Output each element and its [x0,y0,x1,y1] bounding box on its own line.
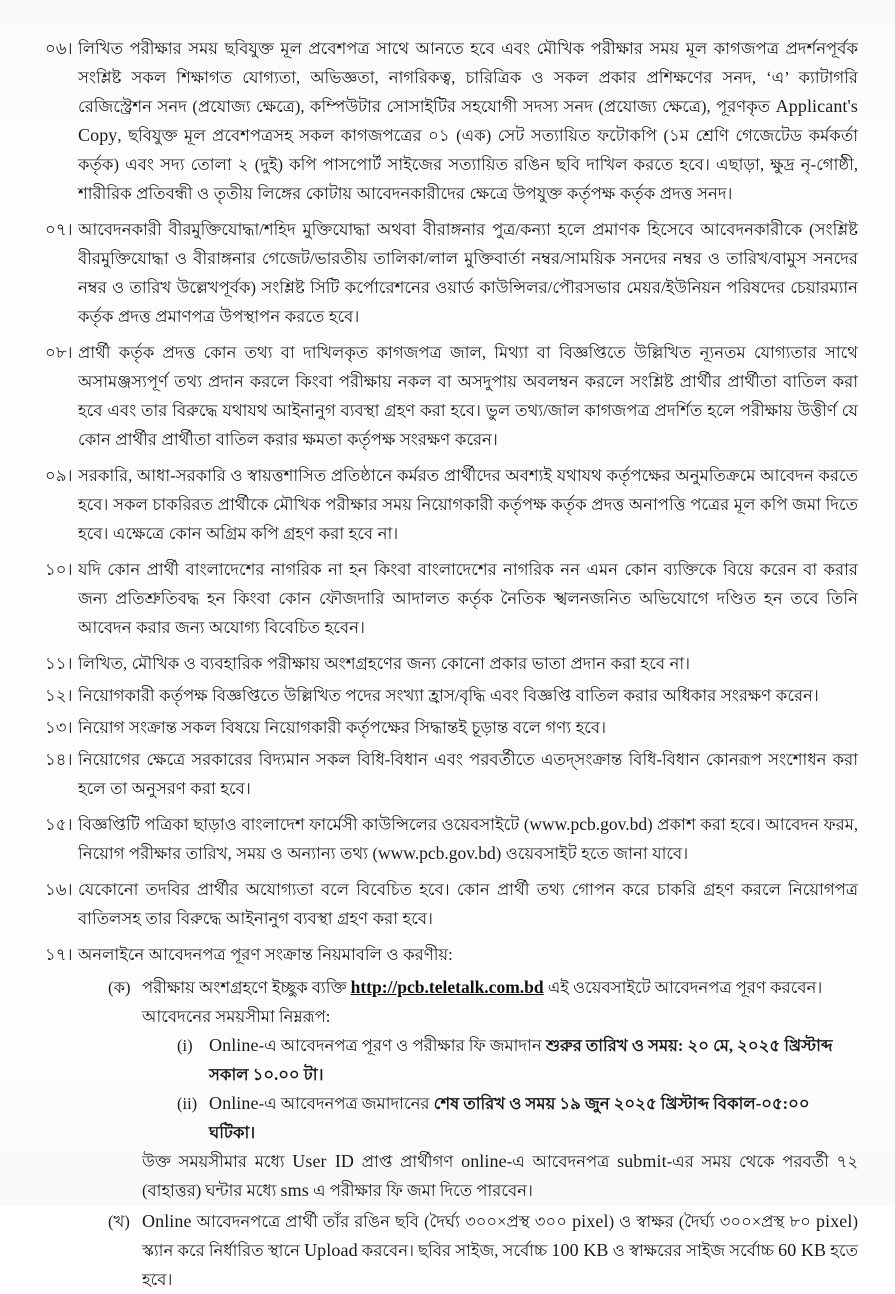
clause-body [78,34,858,208]
online-latin-ii: Online [209,1093,259,1113]
photo-signature-upload-rules [142,1207,858,1294]
deadline-end-prefix: -এ আবেদনপত্র জমাদানের [258,1094,434,1113]
application-start-datetime: শুরুর তারিখ ও সময়: ২০ মে, ২০২৫ খ্রিস্টাব্দ সকাল ১০.০০ টা। [209,1036,833,1084]
clause-body: নিয়োগ সংক্রান্ত সকল বিষয়ে নিয়োগকারী কর্তৃপক্ষের সিদ্ধান্তই চূড়ান্ত বলে গণ্য হবে। [78,718,607,737]
sms-note-part-1: উক্ত সময়সীমার মধ্যে [142,1152,293,1171]
applicant-copy-latin: Applicant's Copy [78,96,858,145]
clause-body: সরকারি, আধা-সরকারি ও স্বায়ত্তশাসিত প্রতিষ্ঠানে কর্মরত প্রার্থীদের অবশ্যই যথাযথ কর্তৃপক্ষের অনুমতিক্রমে আবেদন করতে হবে। সকল চাকরিরত প্রার্থীকে মৌখিক পরীক্ষার সময় নিয়োগকারী কর্তৃপক্ষ কর্তৃক প্রদত্ত অনাপত্তি পত্রের মূল কপি জমা দিতে হবে। এক্ষেত্রে কোন অগ্রিম কপি গ্রহণ করা হবে না। [78,466,858,543]
sms-latin: sms [280,1180,309,1200]
application-end-datetime: শেষ তারিখ ও সময় ১৯ জুন ২০২৫ খ্রিস্টাব্দ বিকাল-০৫:০০ ঘটিকা। [209,1094,810,1142]
upload-text-6: হতে হবে। [142,1241,858,1289]
sms-note-part-2: প্রাপ্ত প্রার্থীগণ [354,1152,462,1171]
signature-max-size: 60 KB [778,1240,827,1260]
upload-text-5: ও স্বাক্ষরের সাইজ সর্বোচ্চ [608,1241,779,1260]
teletalk-application-url[interactable]: http://pcb.teletalk.com.bd [350,977,544,997]
deadline-item-ii [177,1089,858,1147]
clause-body: নিয়োগকারী কর্তৃপক্ষ বিজ্ঞপ্তিতে উল্লিখিত পদের সংখ্যা হ্রাস/বৃদ্ধি এবং বিজ্ঞপ্তি বাতিল করার অধিকার সংরক্ষণ করেন। [78,686,819,705]
upload-text-3: ) স্ক্যান করে নির্ধারিত স্থানে [142,1212,858,1260]
clause-number: ১৬। [45,880,73,899]
deadline-roman-list [142,1031,858,1147]
clause-body: অনলাইনে আবেদনপত্র পূরণ সংক্রান্ত নিয়মাবলি ও করণীয়: [78,945,453,964]
deadline-start-prefix: -এ আবেদনপত্র পূরণ ও পরীক্ষার ফি জমাদান [258,1036,546,1055]
clause-text-part-1: লিখিত পরীক্ষার সময় ছবিযুক্ত মূল প্রবেশপত্র সাথে আনতে হবে এবং মৌখিক পরীক্ষার সময় মূল কাগজপত্র প্রদর্শনপূর্বক সংশ্লিষ্ট সকল শিক্ষাগত যোগ্যতা, অভিজ্ঞতা, নাগরিকত্ব, চারিত্রিক ও সকল প্রকার প্রশিক্ষণের সনদ, ‘এ’ ক্যাটাগরি রেজিস্ট্রেশন সনদ (প্রযোজ্য ক্ষেত্রে), কম্পিউটার সোসাইটির সহযোগী সদস্য সনদ (প্রযোজ্য ক্ষেত্রে), পূরণকৃত [78,39,858,116]
deadline-item-i [177,1031,858,1089]
clause-15-text-part-1: বিজ্ঞপ্তিটি পত্রিকা ছাড়াও বাংলাদেশ ফার্মেসী কাউন্সিলের ওয়েবসাইটে ( [78,815,530,834]
clause-text-part-2: , ছবিযুক্ত মূল প্রবেশপত্রসহ সকল কাগজপত্রের ০১ (এক) সেট সত্যায়িত ফটোকপি (১ম শ্রেণি গেজেটেড কর্মকর্তা কর্তৃক) এবং সদ্য তোলা ২ (দুই) কপি পাসপোর্ট সাইজের সত্যায়িত রঙিন ছবি দাখিল করতে হবে। এছাড়া, ক্ষুদ্র নৃ-গোষ্ঠী, শারীরিক প্রতিবন্ধী ও তৃতীয় লিঙ্গের কোটায় আবেদনকারীদের ক্ষেত্রে উপযুক্ত কর্তৃপক্ষ কর্তৃক প্রদত্ত সনদ। [78,126,858,203]
sms-fee-note [142,1147,858,1205]
subclause-marker: (খ) [108,1212,130,1231]
pixel-latin-2: pixel [816,1211,853,1231]
clause-12 [45,681,858,710]
subclause-ka-line-1 [142,973,858,1031]
clause-07 [45,215,858,331]
clause-08 [45,338,858,454]
clause-number: ১৭। [45,945,73,964]
clause-body: লিখিত, মৌখিক ও ব্যবহারিক পরীক্ষায় অংশগ্রহণের জন্য কোনো প্রকার ভাতা প্রদান করা হবে না। [78,654,691,673]
subclause-ka-text-before: পরীক্ষায় অংশগ্রহণে ইচ্ছুক ব্যক্তি [142,978,351,997]
roman-marker-i: (i) [177,1036,193,1055]
pixel-latin-1: pixel [572,1211,609,1231]
clause-number: ০৬। [45,39,73,58]
clause-11 [45,649,858,678]
deadline-end-text [209,1089,858,1147]
online-latin-note: online [461,1151,507,1171]
deadline-start-text [209,1031,858,1089]
subclause-marker: (ক) [108,978,131,997]
clause-body: আবেদনকারী বীরমুক্তিযোদ্ধা/শহিদ মুক্তিযোদ্ধা অথবা বীরাঙ্গনার পুত্র/কন্যা হলে প্রমাণক হিসেবে আবেদনকারীকে (সংশ্লিষ্ট বীরমুক্তিযোদ্ধা ও বীরাঙ্গনার গেজেট/ভারতীয় তালিকা/লাল মুক্তিবার্তা নম্বর/সাময়িক সনদের নম্বর ও তারিখ/বামুস সনদের নম্বর ও তারিখ উল্লেখপূর্বক) সংশ্লিষ্ট সিটি কর্পোরেশনের ওয়ার্ড কাউন্সিলর/পৌরসভার মেয়র/ইউনিয়ন পরিষদের চেয়ারম্যান কর্তৃক প্রদত্ত প্রমাণপত্র উপস্থাপন করতে হবে। [78,220,858,326]
clause-number: ০৭। [45,220,73,239]
clause-17-sublist [45,973,858,1294]
clause-number: ১৩। [45,718,73,737]
pcb-website-url-2[interactable]: www.pcb.gov.bd [377,843,496,863]
clause-number: ১৪। [45,750,73,769]
sms-note-part-3: -এ আবেদনপত্র [506,1152,618,1171]
clause-14 [45,745,858,803]
clause-body [78,810,858,868]
subclause-body [142,1207,858,1294]
clause-number: ১২। [45,686,73,705]
clause-13 [45,713,858,742]
upload-text-1: আবেদনপত্রে প্রার্থী তাঁর রঙিন ছবি (দৈর্ঘ্য ৩০০×প্রস্থ ৩০০ [191,1212,573,1231]
roman-marker-ii: (ii) [177,1094,198,1113]
clause-17 [45,940,858,969]
clause-number: ১৫। [45,815,73,834]
sms-note-part-4: -এর সময় থেকে পরবর্তী ৭২ (বাহাত্তর) ঘন্টার মধ্যে [142,1152,858,1200]
clause-body: যদি কোন প্রার্থী বাংলাদেশের নাগরিক না হন কিংবা বাংলাদেশের নাগরিক নন এমন কোন ব্যক্তিকে বিয়ে করেন বা করার জন্য প্রতিশ্রুতিবদ্ধ হন কিংবা কোন ফৌজদারি আদালত কর্তৃক নৈতিক স্খলনজনিত অভিযোগে দণ্ডিত হন তবে তিনি আবেদন করার জন্য অযোগ্য বিবেচিত হবেন। [78,560,858,637]
clause-body: যেকোনো তদবির প্রার্থীর অযোগ্যতা বলে বিবেচিত হবে। কোন প্রার্থী তথ্য গোপন করে চাকরি গ্রহণ করলে নিয়োগপত্র বাতিলসহ তার বিরুদ্ধে আইনানুগ ব্যবস্থা গ্রহণ করা হবে। [78,880,858,928]
subclause-ka [45,973,858,1205]
clause-number: ১১। [45,654,73,673]
online-latin-i: Online [209,1035,259,1055]
clause-number: ০৯। [45,466,73,485]
subclause-ka-text-after: এই ওয়েবসাইটে আবেদনপত্র পূরণ করবেন। আবেদনের সময়সীমা নিম্নরূপ: [142,978,823,1026]
sms-note-part-5: এ পরীক্ষার ফি জমা দিতে পারবেন। [308,1181,533,1200]
upload-latin: Upload [304,1240,358,1260]
clause-body: নিয়োগের ক্ষেত্রে সরকারের বিদ্যমান সকল বিধি-বিধান এবং পরবর্তীতে এতদ্‌সংক্রান্ত বিধি-বিধান কোনরূপ সংশোধন করা হলে তা অনুসরণ করা হবে। [78,750,858,798]
submit-latin: submit [617,1151,667,1171]
photo-max-size: 100 KB [551,1240,609,1260]
subclause-body [142,973,858,1205]
subclause-kha [45,1207,858,1294]
clause-10 [45,555,858,642]
clause-09 [45,461,858,548]
clause-16 [45,875,858,933]
clause-06 [45,34,858,208]
clause-body: প্রার্থী কর্তৃক প্রদত্ত কোন তথ্য বা দাখিলকৃত কাগজপত্র জাল, মিথ্যা বা বিজ্ঞপ্তিতে উল্লিখিত ন্যূনতম যোগ্যতার সাথে অসামঞ্জস্যপূর্ণ তথ্য প্রদান করলে কিংবা পরীক্ষায় নকল বা অসদুপায় অবলম্বন করলে সংশ্লিষ্ট প্রার্থীর প্রার্থীতা বাতিল করা হবে এবং তার বিরুদ্ধে যথাযথ আইনানুগ ব্যবস্থা গ্রহণ করা হবে। ভুল তথ্য/জাল কাগজপত্র প্রদর্শিত হলে পরীক্ষায় উত্তীর্ণ যে কোন প্রার্থীর প্রার্থীতা বাতিল করার ক্ষমতা কর্তৃপক্ষ সংরক্ষণ করেন। [78,343,858,449]
upload-text-2: ) ও স্বাক্ষর (দৈর্ঘ্য ৩০০×প্রস্থ ৮০ [608,1212,816,1231]
clause-15 [45,810,858,868]
clause-15-text-part-2: ) প্রকাশ করা হবে। আবেদন ফরম, নিয়োগ পরীক্ষার তারিখ, সময় ও অন্যান্য তথ্য ( [78,815,859,863]
clause-number: ১০। [45,560,73,579]
user-id-latin: User ID [292,1151,355,1171]
online-latin-kha: Online [142,1211,192,1231]
upload-text-4: করবেন। ছবির সাইজ, সর্বোচ্চ [357,1241,552,1260]
pcb-website-url-1[interactable]: www.pcb.gov.bd [529,814,648,834]
clause-15-text-part-3: ) ওয়েবসাইট হতে জানা যাবে। [495,844,689,863]
clause-number: ০৮। [45,343,73,362]
